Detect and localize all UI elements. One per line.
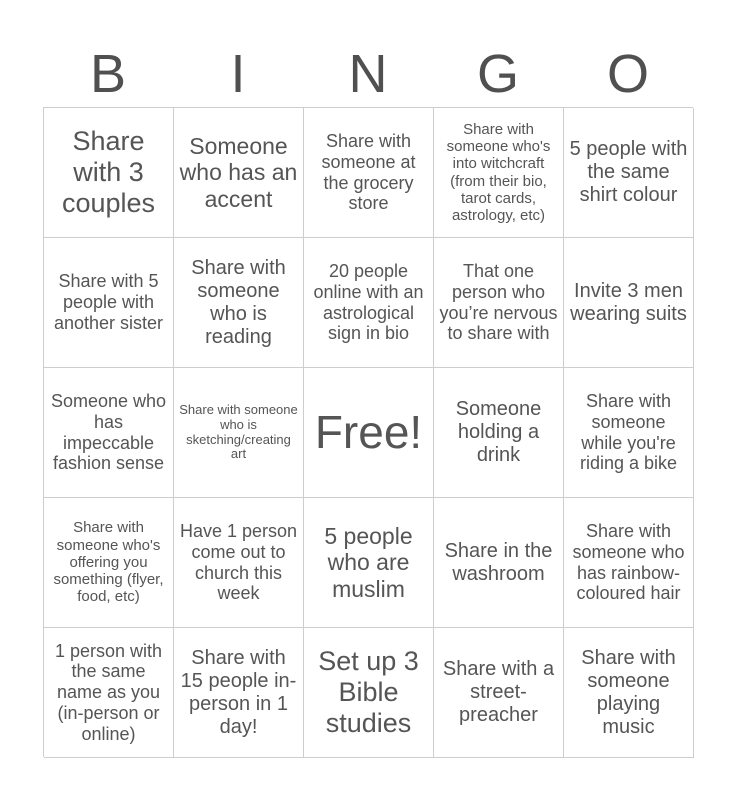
bingo-cell[interactable] (174, 108, 304, 238)
cell-text: Share in the washroom (444, 539, 553, 585)
bingo-cell[interactable] (44, 368, 174, 498)
cell-text: Someone who has impeccable fashion sense (50, 391, 167, 474)
cell-text: Share with 15 people in-person in 1 day! (180, 646, 297, 738)
bingo-header (43, 40, 693, 108)
cell-text: 1 person with the same name as you (in-person or online) (54, 640, 163, 744)
cell-text: Share with someone who is sketching/creating art (179, 401, 298, 462)
cell-text: Share with 3 couples (61, 125, 156, 219)
bingo-cell[interactable] (434, 628, 564, 758)
bingo-cell[interactable] (434, 498, 564, 628)
bingo-cell[interactable] (304, 498, 434, 628)
cell-text: Share with a street-preacher (442, 658, 555, 726)
header-letter-i: I (230, 44, 246, 104)
bingo-board (43, 107, 693, 757)
cell-text: 5 people who are muslim (324, 522, 413, 602)
cell-text: Share with someone while you're riding a bike (579, 391, 678, 474)
bingo-cell[interactable] (44, 628, 174, 758)
cell-text: That one person who you’re nervous to share with (439, 261, 558, 344)
cell-text: Invite 3 men wearing suits (570, 279, 687, 325)
free-space-text: Free! (314, 406, 423, 459)
free-space-cell[interactable] (304, 368, 434, 498)
header-letter-n: N (348, 44, 388, 104)
bingo-cell[interactable] (174, 498, 304, 628)
bingo-cell[interactable] (434, 108, 564, 238)
bingo-cell[interactable] (564, 108, 694, 238)
bingo-cell[interactable] (174, 238, 304, 368)
cell-text: Share with someone who is reading (191, 256, 286, 348)
bingo-cell[interactable] (564, 238, 694, 368)
cell-text: 20 people online with an astrological sign in bio (313, 261, 424, 344)
cell-text: 5 people with the same shirt colour (569, 138, 688, 206)
bingo-cell[interactable] (564, 498, 694, 628)
cell-text: Share with someone who's into witchcraft (from their bio, tarot cards, astrology, etc) (446, 120, 551, 224)
cell-text: Set up 3 Bible studies (318, 645, 419, 739)
bingo-cell[interactable] (304, 108, 434, 238)
header-letter-g: G (476, 44, 519, 104)
header-letter-b: B (89, 44, 127, 104)
cell-text: Share with someone who has rainbow-coloured hair (572, 521, 685, 604)
cell-text: Share with someone playing music (581, 646, 676, 738)
cell-text: Share with someone at the grocery store (321, 131, 416, 214)
header-letter-o: O (606, 44, 649, 104)
bingo-cell[interactable] (174, 628, 304, 758)
bingo-cell[interactable] (44, 498, 174, 628)
cell-text: Share with 5 people with another sister (53, 271, 164, 333)
bingo-cell[interactable] (44, 108, 174, 238)
bingo-cell[interactable] (174, 368, 304, 498)
cell-text: Have 1 person come out to church this week (179, 521, 298, 604)
bingo-cell[interactable] (304, 628, 434, 758)
bingo-cell[interactable] (304, 238, 434, 368)
bingo-cell[interactable] (434, 368, 564, 498)
cell-text: Someone who has an accent (179, 132, 298, 212)
cell-text: Share with someone who's offering you something (flyer, food, etc) (53, 519, 164, 606)
cell-text: Someone holding a drink (455, 398, 542, 466)
bingo-cell[interactable] (564, 368, 694, 498)
bingo-cell[interactable] (434, 238, 564, 368)
bingo-cell[interactable] (44, 238, 174, 368)
bingo-cell[interactable] (564, 628, 694, 758)
